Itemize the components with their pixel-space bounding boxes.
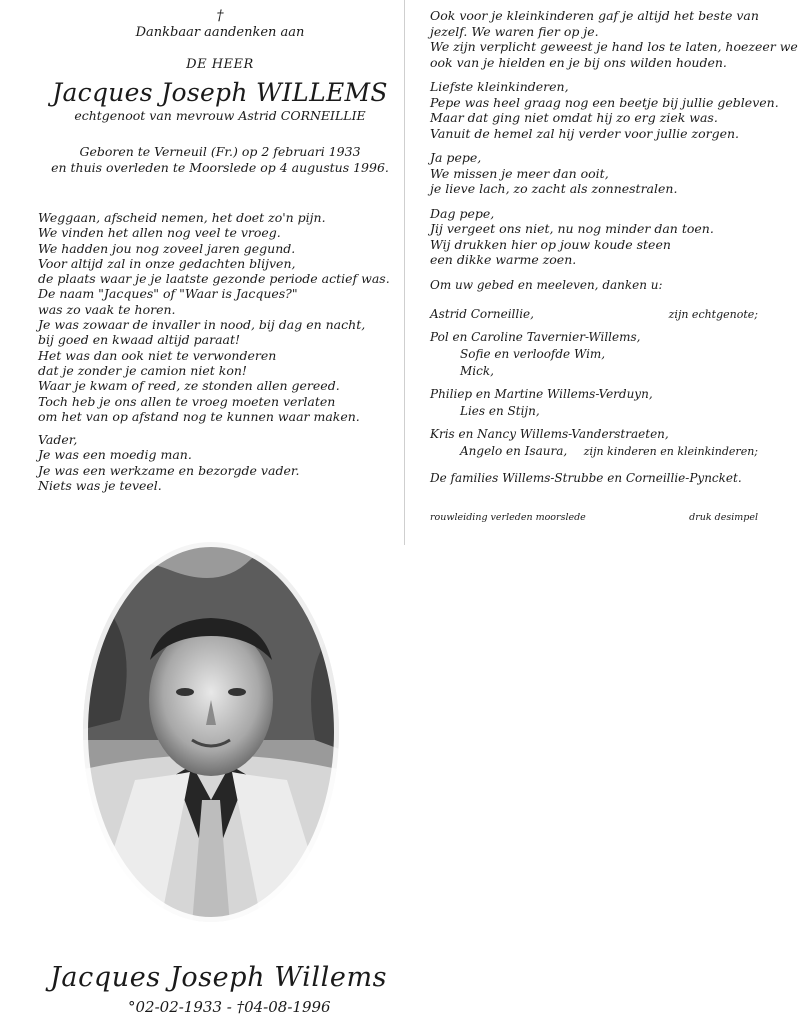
text-line: Ook voor je kleinkinderen gaf je altijd het beste van (430, 8, 759, 23)
family-line: Sofie en verloofde Wim, (460, 346, 606, 361)
poem-line: We hadden jou nog zoveel jaren gegund. (38, 240, 296, 256)
death-line: en thuis overleden te Moorslede op 4 augustus 1996. (51, 160, 389, 175)
text-line: Pepe was heel graag nog een beetje bij jullie gebleven. (430, 94, 779, 110)
text-line: Liefste kleinkinderen, (430, 79, 569, 94)
printer-name: druk desimpel (689, 511, 758, 523)
photo-caption-name: Jacques Joseph Willems (50, 962, 388, 993)
family-line-with-role (430, 443, 770, 460)
text-line: een dikke warme zoen. (430, 252, 577, 267)
dag-pepe-stanza (430, 206, 770, 268)
text-line: Ja pepe, (430, 150, 482, 165)
family-group-2 (430, 386, 770, 420)
poem-line: dat je zonder je camion niet kon! (38, 362, 247, 378)
dear-grandchildren-stanza (430, 79, 779, 141)
spouse-line: echtgenoot van mevrouw Astrid CORNEILLIE (74, 108, 366, 123)
portrait-image (80, 540, 342, 925)
poem-line: De naam "Jacques" of "Waar is Jacques?" (38, 286, 298, 302)
poem-line: bij goed en kwaad altijd paraat! (38, 332, 241, 348)
poem-line: We vinden het allen nog veel te vroeg. (38, 225, 281, 241)
poem-line: Waar je kwam of reed, ze stonden allen gereed. (38, 378, 340, 394)
cross-symbol: † (216, 8, 224, 24)
portrait-photo (80, 540, 342, 925)
grandchildren-names: Angelo en Isaura, (460, 443, 568, 458)
text-line: Wij drukken hier op jouw koude steen (430, 236, 671, 252)
deceased-name: Jacques Joseph WILLEMS (52, 78, 388, 107)
poem-line: Vader, (38, 432, 78, 448)
ja-pepe-stanza (430, 150, 770, 197)
family-line: Philiep en Martine Willems-Verduyn, (430, 386, 653, 401)
birth-line: Geboren te Verneuil (Fr.) op 2 februari 1933 (79, 144, 361, 159)
children-role: zijn kinderen en kleinkinderen; (583, 444, 758, 458)
poem-line: Toch heb je ons allen te vroeg moeten verlaten (38, 393, 336, 409)
in-memory-line: Dankbaar aandenken aan (135, 25, 305, 40)
left-panel (30, 8, 410, 528)
text-line: Vanuit de hemel zal hij verder voor jullie zorgen. (430, 125, 740, 141)
text-line: je lieve lach, zo zacht als zonnestralen. (430, 181, 678, 196)
poem-line: Niets was je teveel. (38, 478, 162, 494)
funeral-director: rouwleiding verleden moorslede (430, 511, 586, 523)
family-line: Pol en Caroline Tavernier-Willems, (430, 329, 641, 344)
right-panel (430, 8, 798, 548)
family-line: Kris en Nancy Willems-Vanderstraeten, (430, 426, 669, 441)
family-thanks (430, 277, 770, 523)
family-group-1 (430, 329, 770, 380)
family-line: Mick, (460, 363, 494, 378)
thanks-line: Om uw gebed en meeleven, danken u: (430, 277, 663, 292)
poem-line: om het van op afstand nog te kunnen waar maken. (38, 408, 360, 424)
title-de-heer: DE HEER (186, 57, 254, 72)
text-line: ook van je hielden en je bij ons wilden houden. (430, 54, 727, 70)
text-line: Jij vergeet ons niet, nu nog minder dan toen. (430, 221, 714, 236)
wife-name: Astrid Corneillie, (430, 306, 534, 321)
printer-footer (430, 509, 770, 523)
text-line: We missen je meer dan ooit, (430, 165, 609, 181)
poem-line: was zo vaak te horen. (38, 301, 176, 317)
family-line: Lies en Stijn, (460, 403, 540, 418)
poem-line: de plaats waar je je laatste gezonde periode actief was. (38, 271, 390, 287)
text-line: Maar dat ging niet omdat hij zo erg ziek was. (430, 110, 718, 125)
photo-caption-dates: °02-02-1933 - †04-08-1996 (128, 998, 331, 1016)
poem-line: Het was dan ook niet te verwonderen (38, 347, 277, 363)
grandchildren-stanza (430, 8, 798, 70)
poem-line: Voor altijd zal in onze gedachten blijven, (38, 255, 296, 271)
wife-role: zijn echtgenote; (668, 307, 758, 321)
family-group-3 (430, 426, 770, 460)
poem-stanza-2 (38, 432, 410, 493)
poem-line: Je was zowaar de invaller in nood, bij dag en nacht, (38, 317, 366, 333)
poem-line: Je was een moedig man. (38, 447, 192, 463)
wife-row (430, 306, 770, 323)
text-line: We zijn verplicht geweest je hand los te laten, hoezeer we (430, 39, 798, 54)
families-line: De families Willems-Strubbe en Corneillie-Pyncket. (430, 470, 742, 485)
text-line: jezelf. We waren fier op je. (430, 23, 599, 39)
text-line: Dag pepe, (430, 205, 495, 221)
poem (38, 210, 410, 493)
poem-line: Je was een werkzame en bezorgde vader. (38, 462, 300, 478)
poem-stanza-1 (38, 210, 410, 424)
poem-line: Weggaan, afscheid nemen, het doet zo'n pijn. (38, 210, 326, 225)
